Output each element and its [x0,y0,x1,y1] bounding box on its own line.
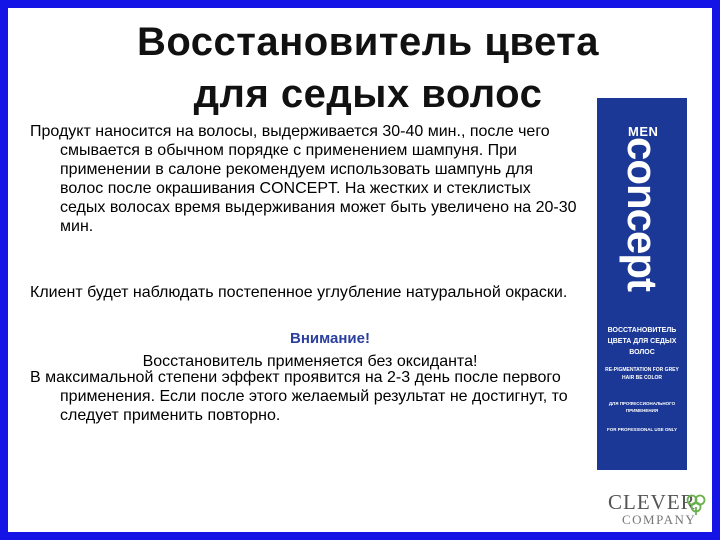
paragraph-max-effect: В максимальной степени эффект проявится на 2-3 день после первого применения. Если после этого желаемый результат не достигнут, то следует применить повторно. [30,369,568,424]
paragraph-result: Клиент будет наблюдать постепенное углубление натуральной окраски. [30,284,568,301]
clover-icon [684,492,708,516]
paragraph-application: Продукт наносится на волосы, выдерживается 30-40 мин., после чего смывается в обычном порядке с применением шампуня. При применении в салоне рекомендуем использовать шампунь для волос после окрашивания CONCEPT. На жестких и стеклистых седых волосах время выдерживания может быть увеличено на 20-30 мин. [30,123,577,235]
title-line-2: для седых волос [193,72,543,116]
package-brand: concept [619,136,666,292]
product-package-image [597,98,687,470]
package-name-ru: ВОССТАНОВИТЕЛЬ ЦВЕТА ДЛЯ СЕДЫХ ВОЛОС [607,327,677,356]
attention-label: Внимание! [290,330,370,347]
logo-word-clever: CLEVER [608,490,696,514]
package-usage-ru: ДЛЯ ПРОФЕССИОНАЛЬНОГО ПРИМЕНЕНИЯ [608,401,676,413]
package-series: MEN [628,124,659,139]
clever-company-logo [608,490,712,532]
package-usage-en: FOR PROFESSIONAL USE ONLY [606,427,677,432]
title-line-1: Восстановитель цвета [136,20,600,64]
package-name-en: RE-PIGMENTATION FOR GREY HAIR BE COLOR [605,367,679,381]
logo-word-company: COMPANY [622,512,697,527]
attention-note: Восстановитель применяется без оксиданта! [142,353,478,370]
